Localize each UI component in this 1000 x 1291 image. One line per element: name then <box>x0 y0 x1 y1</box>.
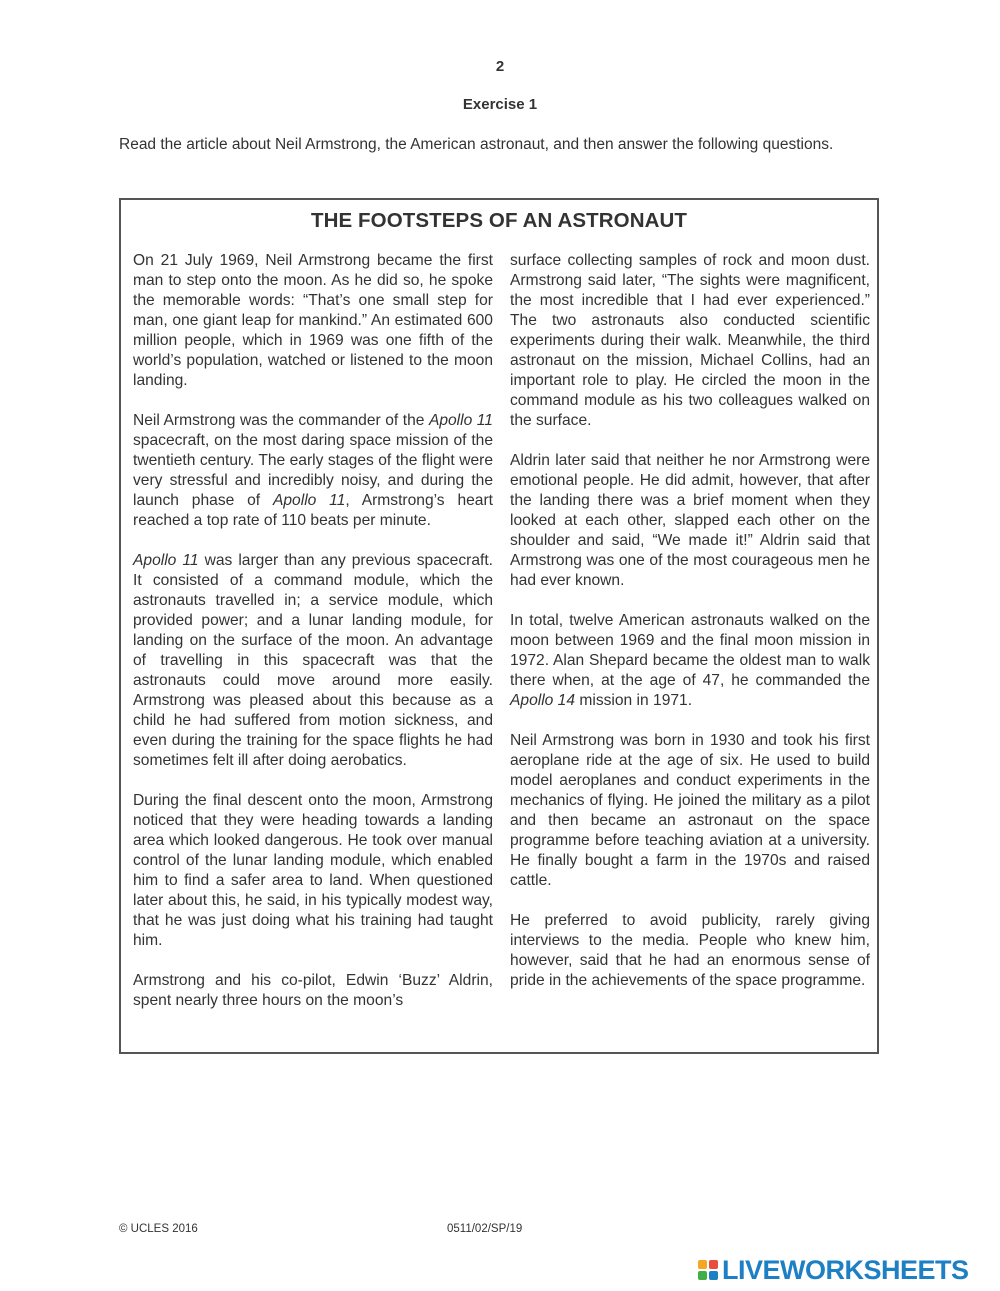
article-right-column <box>510 251 870 991</box>
logo-text: LIVEWORKSHEETS <box>722 1254 969 1285</box>
article-box <box>119 198 879 1054</box>
liveworksheets-icon <box>698 1260 718 1280</box>
paragraph: On 21 July 1969, Neil Armstrong became the first man to step onto the moon. As he did so, he spoke the memorable words: “That’s one small step for man, one giant leap for mankind.” An estimated 600 million people, which in 1969 was one fifth of the world’s population, watched or listened to the moon landing. <box>133 252 493 389</box>
paragraph: Armstrong and his co-pilot, Edwin ‘Buzz’ Aldrin, spent nearly three hours on the moon’s <box>133 972 493 1009</box>
exercise-title: Exercise 1 <box>462 96 538 113</box>
paragraph: He preferred to avoid publicity, rarely giving interviews to the media. People who knew him, however, said that he had an enormous sense of pride in the achievements of the space programme. <box>510 912 870 989</box>
footer-code: 0511/02/SP/19 <box>447 1223 523 1235</box>
instructions: Read the article about Neil Armstrong, the American astronaut, and then answer the following questions. <box>119 136 834 153</box>
footer-copyright: © UCLES 2016 <box>119 1223 198 1235</box>
paragraph: Apollo 11 was larger than any previous spacecraft. It consisted of a command module, which the astronauts travelled in; a service module, which provided power; and a lunar landing module, for landing on the surface of the moon. An advantage of travelling in this spacecraft was that the astronauts could move around more easily. Armstrong was pleased about this because as a child he had suffered from motion sickness, and even during the training for the space flights he had sometimes felt ill after doing aerobatics. <box>133 552 493 769</box>
liveworksheets-logo[interactable] <box>698 1255 969 1285</box>
logo-square-icon <box>709 1271 718 1280</box>
paragraph: In total, twelve American astronauts walked on the moon between 1969 and the final moon mission in 1972. Alan Shepard became the oldest man to walk there when, at the age of 47, he commanded the Apollo 14 mission in 1971. <box>510 612 870 709</box>
logo-square-icon <box>709 1260 718 1269</box>
paragraph: During the final descent onto the moon, Armstrong noticed that they were heading towards a landing area which looked dangerous. He took over manual control of the lunar landing module, which enabled him to find a safer area to land. When questioned later about this, he said, in his typically modest way, that he was just doing what his training had taught him. <box>133 792 493 949</box>
page-number: 2 <box>495 58 505 75</box>
article-title: THE FOOTSTEPS OF AN ASTRONAUT <box>310 209 688 232</box>
logo-square-icon <box>698 1260 707 1269</box>
paragraph: Aldrin later said that neither he nor Armstrong were emotional people. He did admit, however, that after the landing there was a brief moment when they looked at each other, slapped each other on the shoulder and said, “We made it!” Aldrin said that Armstrong was one of the most courageous men he had ever known. <box>510 452 870 589</box>
paragraph: Neil Armstrong was the commander of the Apollo 11 spacecraft, on the most daring space mission of the twentieth century. The early stages of the flight were very stressful and incredibly noisy, and during the launch phase of Apollo 11, Armstrong’s heart reached a top rate of 110 beats per minute. <box>133 412 493 529</box>
article-left-column <box>133 251 493 1011</box>
paragraph: Neil Armstrong was born in 1930 and took his first aeroplane ride at the age of six. He used to build model aeroplanes and conduct experiments in the mechanics of flying. He joined the military as a pilot and then became an astronaut on the space programme before teaching aviation at a university. He finally bought a farm in the 1970s and raised cattle. <box>510 732 870 889</box>
logo-square-icon <box>698 1271 707 1280</box>
paragraph: surface collecting samples of rock and moon dust. Armstrong said later, “The sights were magnificent, the most incredible that I had ever experienced.” The two astronauts also conducted scientific experiments during their walk. Meanwhile, the third astronaut on the mission, Michael Collins, had an important role to play. He circled the moon in the command module as his two colleagues walked on the surface. <box>510 252 870 429</box>
